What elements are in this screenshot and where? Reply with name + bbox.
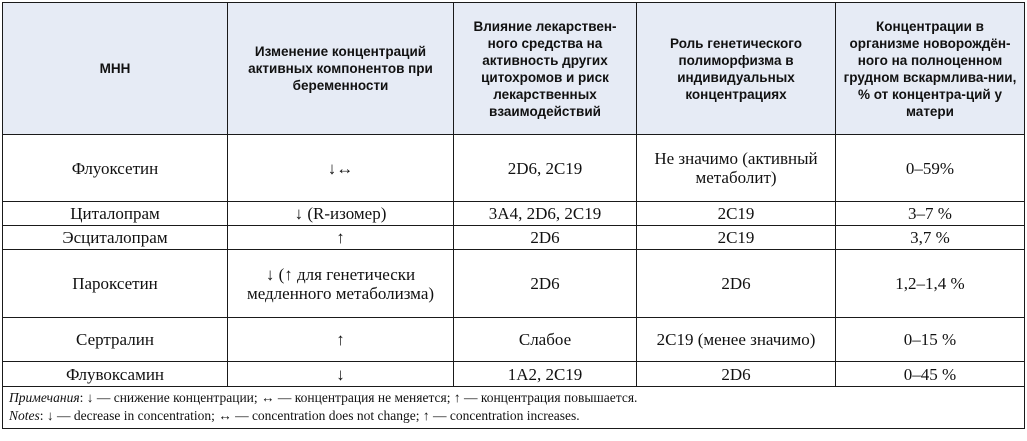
cell-genetic: 2D6 — [637, 250, 836, 318]
header-newborn-concentration: Концентрации в организме новорождён-ного на полноценном грудном вскармлива-нии, % от концентра-ций у матери — [836, 3, 1025, 135]
cell-newborn: 3,7 % — [836, 226, 1025, 250]
cell-mnn: Пароксетин — [3, 250, 228, 318]
cell-influence: 2D6 — [454, 226, 637, 250]
cell-newborn: 0–59% — [836, 135, 1025, 202]
cell-influence: 2D6, 2C19 — [454, 135, 637, 202]
table-row — [3, 202, 1025, 226]
cell-change: ↓↔ — [228, 135, 454, 202]
table-row — [3, 226, 1025, 250]
cell-change: ↓ (↑ для генетически медленного метаболизма) — [228, 250, 454, 318]
header-concentration-change: Изменение концентраций активных компонентов при беременности — [228, 3, 454, 135]
notes-en — [9, 407, 1018, 425]
header-mnn: МНН — [3, 3, 228, 135]
header-drug-influence: Влияние лекарствен-ного средства на активность других цитохромов и риск лекарственных взаимодействий — [454, 3, 637, 135]
cell-change: ↑ — [228, 226, 454, 250]
notes-cell — [3, 387, 1025, 429]
cell-genetic: 2D6 — [637, 362, 836, 387]
cell-mnn: Флувоксамин — [3, 362, 228, 387]
cell-newborn: 0–15 % — [836, 318, 1025, 362]
cell-influence: 1A2, 2C19 — [454, 362, 637, 387]
cell-genetic: 2C19 — [637, 202, 836, 226]
cell-influence: 3A4, 2D6, 2C19 — [454, 202, 637, 226]
cell-influence: Слабое — [454, 318, 637, 362]
cell-genetic: 2C19 — [637, 226, 836, 250]
notes-en-label: Notes — [9, 408, 40, 423]
header-genetic-role: Роль генетического полиморфизма в индивидуальных концентрациях — [637, 3, 836, 135]
cell-newborn: 0–45 % — [836, 362, 1025, 387]
cell-change: ↑ — [228, 318, 454, 362]
cell-genetic: Не значимо (активный метаболит) — [637, 135, 836, 202]
table-row — [3, 250, 1025, 318]
table-row — [3, 318, 1025, 362]
cell-change: ↓ (R-изомер) — [228, 202, 454, 226]
cell-change: ↓ — [228, 362, 454, 387]
notes-ru — [9, 389, 1018, 407]
cell-newborn: 1,2–1,4 % — [836, 250, 1025, 318]
cell-genetic: 2C19 (менее значимо) — [637, 318, 836, 362]
table-row — [3, 135, 1025, 202]
cell-newborn: 3–7 % — [836, 202, 1025, 226]
notes-en-text: : ↓ — decrease in concentration; ↔ — concentration does not change; ↑ — concentration increases. — [39, 408, 580, 423]
cell-mnn: Флуоксетин — [3, 135, 228, 202]
table-row — [3, 362, 1025, 387]
notes-ru-text: : ↓ — снижение концентрации; ↔ — концентрация не меняется; ↑ — концентрация повышается. — [79, 390, 638, 405]
cell-influence: 2D6 — [454, 250, 637, 318]
drug-table — [2, 2, 1025, 429]
notes-row — [3, 387, 1025, 429]
notes-ru-label: Примечания — [9, 390, 80, 405]
header-row — [3, 3, 1025, 135]
cell-mnn: Сертралин — [3, 318, 228, 362]
cell-mnn: Циталопрам — [3, 202, 228, 226]
cell-mnn: Эсциталопрам — [3, 226, 228, 250]
